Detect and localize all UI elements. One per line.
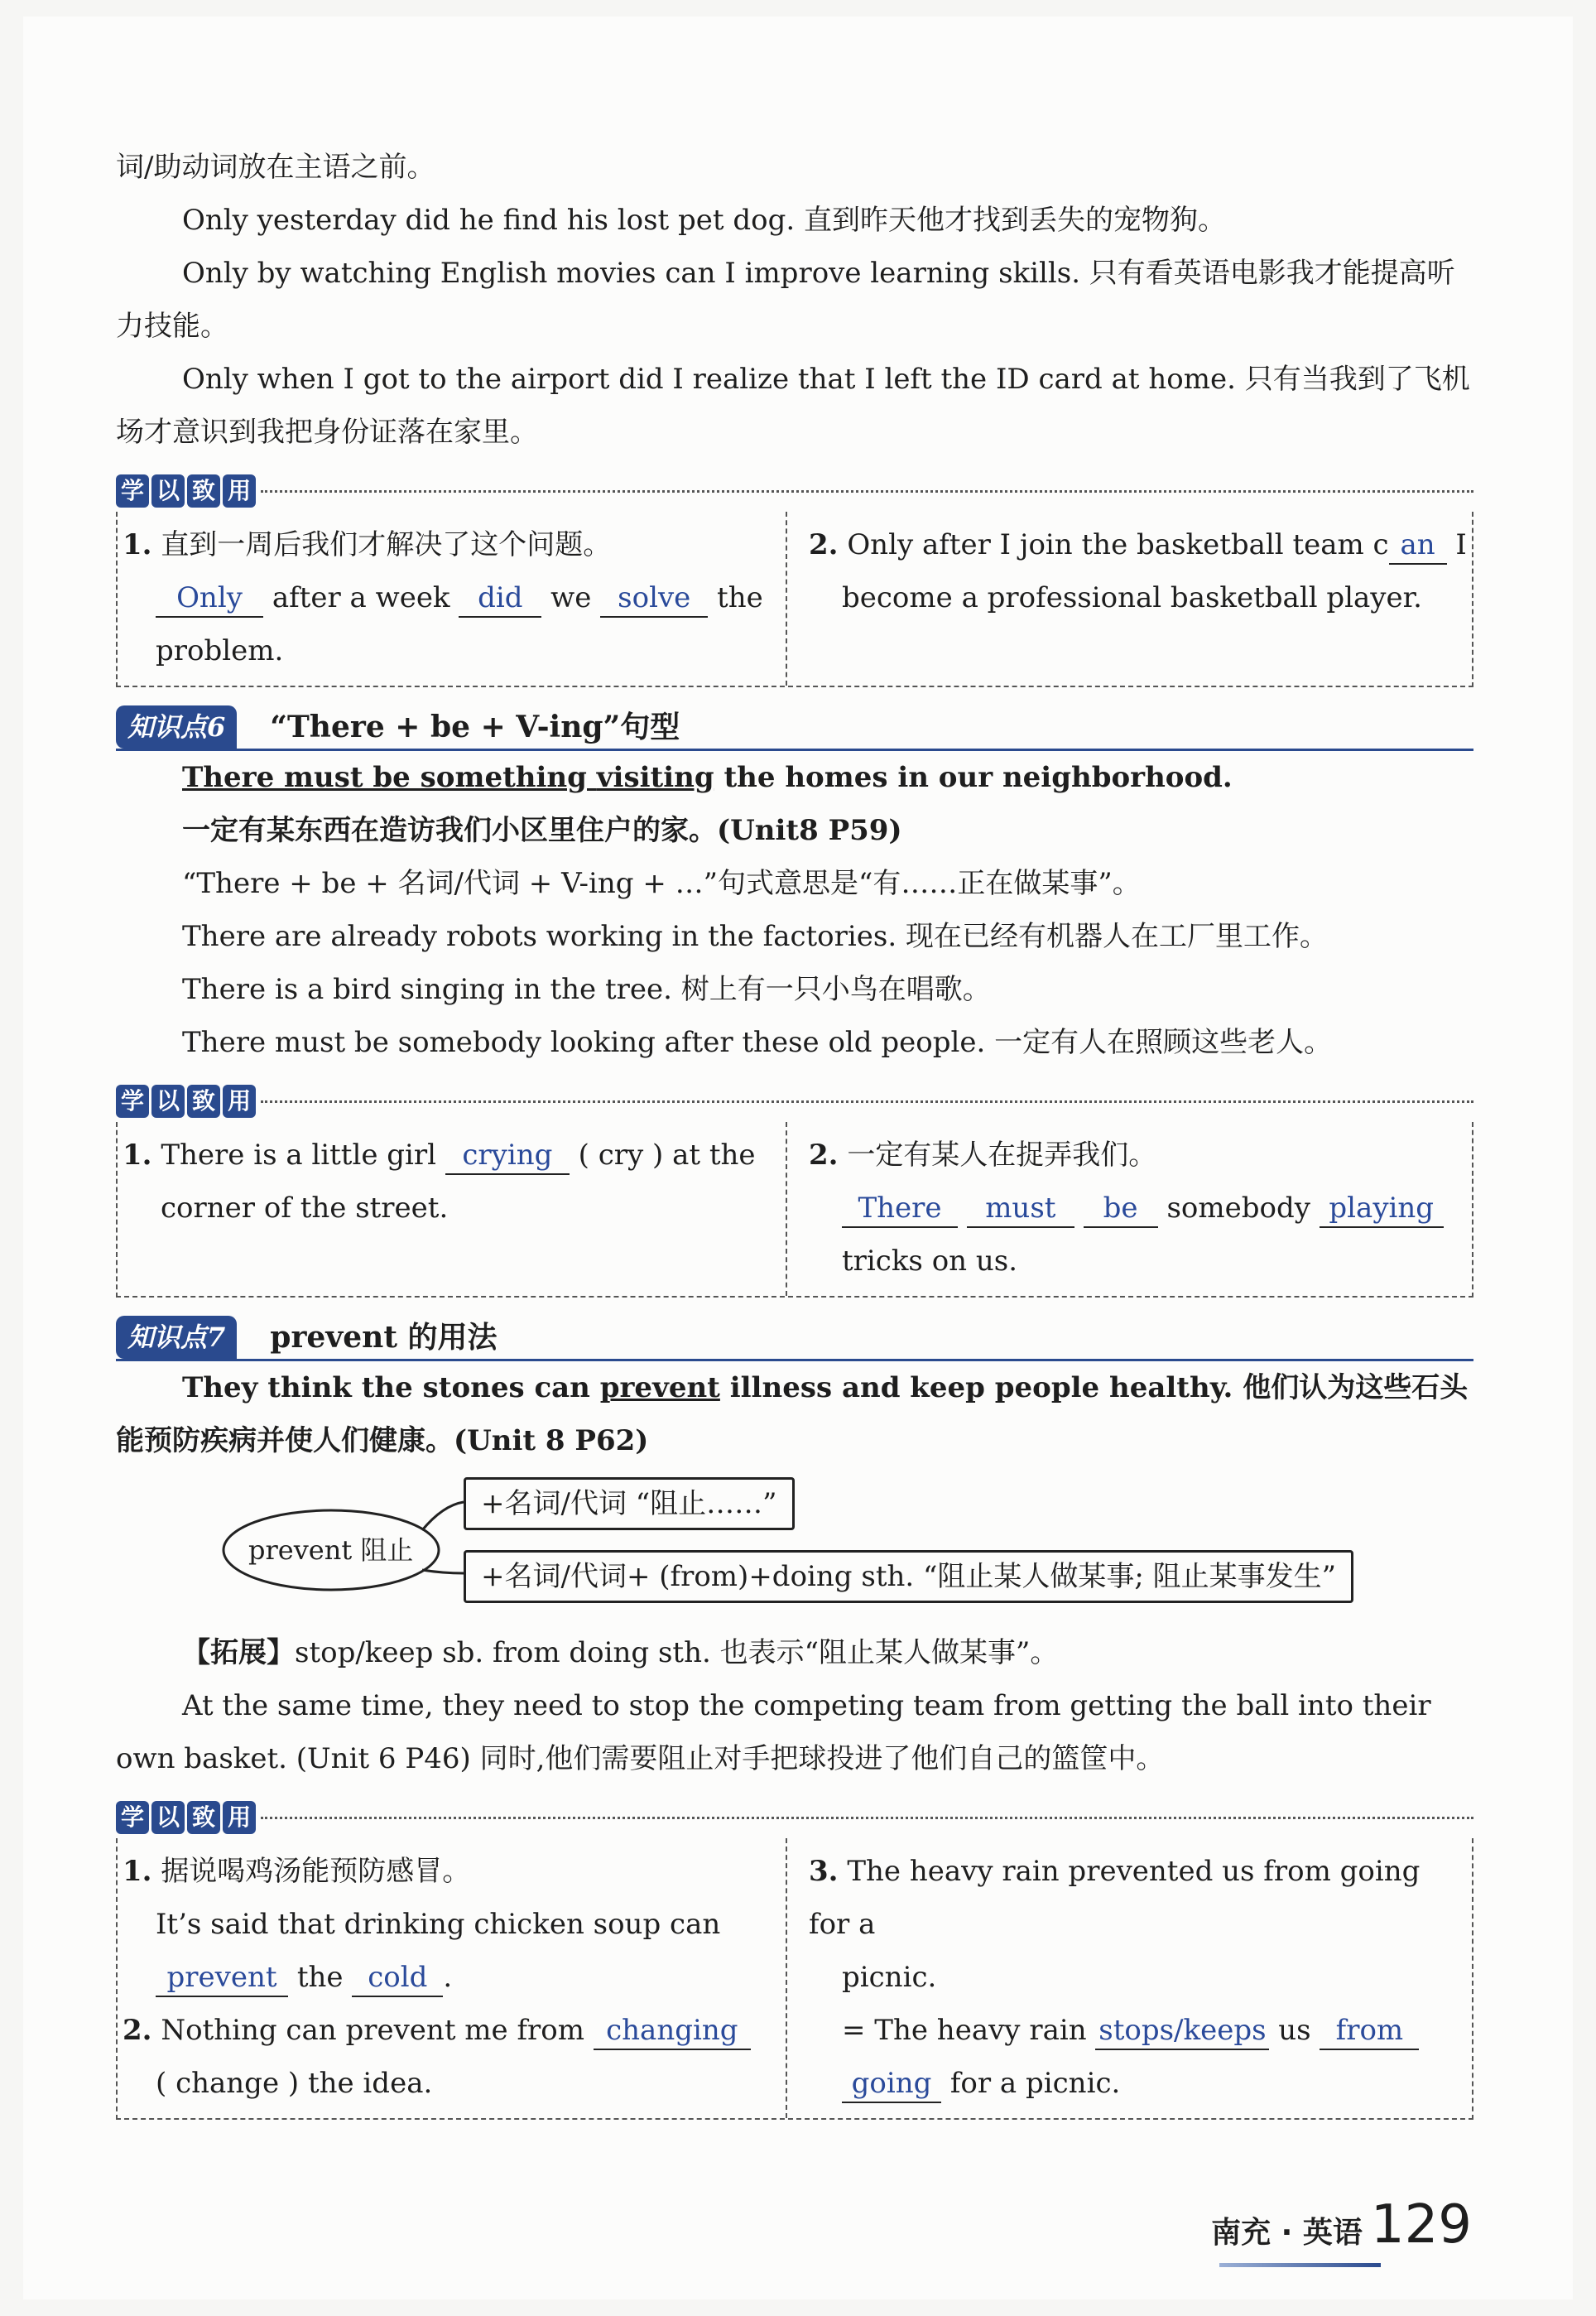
question-3 [786, 1838, 1472, 2118]
answer-blank[interactable]: an [1389, 527, 1447, 565]
page-number: 129 [1370, 2194, 1472, 2256]
practice-box-3 [116, 1797, 1473, 2120]
answer-blank[interactable]: from [1320, 2012, 1419, 2050]
answer-blank[interactable]: There [842, 1190, 958, 1228]
question-number: 1. [123, 1855, 152, 1888]
answer-blank[interactable]: must [967, 1190, 1074, 1228]
tag-char: 用 [223, 474, 256, 508]
question-text: become a professional basketball player. [842, 581, 1422, 614]
question-text: corner of the street. [161, 1192, 449, 1225]
question-1 [118, 1122, 786, 1296]
answer-blank[interactable]: did [459, 580, 541, 618]
section-title: “There + be + V-ing”句型 [270, 710, 680, 744]
example-sentence: There must be somebody looking after these old people. 一定有人在照顾这些老人。 [182, 1026, 1333, 1059]
question-text: tricks on us. [842, 1245, 1018, 1278]
question-text: It’s said that drinking chicken soup can [156, 1908, 721, 1941]
tag-char: 致 [187, 1801, 220, 1834]
answer-blank[interactable]: crying [445, 1137, 570, 1175]
answer-blank[interactable]: going [842, 2065, 941, 2103]
tag-char: 以 [151, 474, 185, 508]
question-text: The heavy rain prevented us from going for a [809, 1855, 1421, 1941]
practice-tag [116, 1801, 256, 1834]
content [116, 141, 1473, 2120]
question-number: 2. [809, 528, 839, 561]
tag-char: 以 [151, 1801, 185, 1834]
example-sentence: Only by watching English movies can I improve learning skills. 只有看英语电影我才能提高听力技能。 [116, 257, 1455, 343]
practice-tag [116, 474, 256, 508]
prevent-diagram [116, 1472, 1473, 1621]
tag-char: 用 [223, 1085, 256, 1118]
question-text: after a week [272, 581, 450, 614]
question-text: ( change ) the idea. [156, 2067, 433, 2100]
practice-box-1 [116, 470, 1473, 687]
footer-label: 南充 · 英语 [1211, 2216, 1363, 2250]
tag-char: 以 [151, 1085, 185, 1118]
question-text: the [717, 581, 763, 614]
question-number: 1. [123, 1139, 152, 1172]
dotted-rule [261, 490, 1473, 493]
diagram-center: prevent 阻止 [248, 1534, 414, 1566]
example-sentence: Only yesterday did he find his lost pet dog. 直到昨天他才找到丢失的宠物狗。 [182, 204, 1226, 237]
question-text: somebody [1166, 1192, 1310, 1225]
example-sentence: There are already robots working in the factories. 现在已经有机器人在工厂里工作。 [182, 920, 1328, 953]
question-text: we [550, 581, 592, 614]
question-text: 据说喝鸡汤能预防感冒。 [161, 1855, 471, 1888]
question-number: 1. [123, 528, 152, 561]
answer-blank[interactable]: be [1084, 1190, 1158, 1228]
question-text: the [296, 1961, 344, 1994]
answer-blank[interactable]: playing [1320, 1190, 1444, 1228]
intro-line: 词/助动词放在主语之前。 [116, 151, 435, 184]
question-text: for a picnic. [949, 2067, 1121, 2100]
question-2 [786, 1122, 1472, 1296]
question-2 [786, 512, 1472, 686]
section-title: prevent 的用法 [270, 1320, 498, 1355]
example-sentence: Only when I got to the airport did I realize that I left the ID card at home. 只有当我到了飞机场才意识到我把身份证落在家里。 [116, 363, 1470, 449]
key-sentence: They think the stones can prevent illness and keep people healthy. 他们认为这些石头能预防疾病并使人们健康。(Unit 8 P62) [116, 1371, 1469, 1457]
answer-blank[interactable]: cold [352, 1959, 443, 1997]
dotted-rule [261, 1100, 1473, 1103]
question-number: 2. [123, 2014, 152, 2047]
section-heading-6 [116, 699, 1473, 751]
section-heading-7 [116, 1309, 1473, 1361]
tag-char: 学 [116, 474, 149, 508]
question-text: I [1455, 528, 1467, 561]
question-text: 一定有某人在捉弄我们。 [847, 1139, 1157, 1172]
answer-blank[interactable]: prevent [156, 1959, 288, 1997]
question-text: picnic. [842, 1961, 937, 1994]
example-sentence: There is a bird singing in the tree. 树上有一只小鸟在唱歌。 [182, 973, 991, 1006]
section-badge: 知识点7 [116, 1316, 237, 1359]
tag-char: 学 [116, 1801, 149, 1834]
key-sentence: There must be something visiting the homes in our neighborhood. [182, 761, 1233, 794]
question-text: = The heavy rain [842, 2014, 1087, 2047]
question-text: There is a little girl [161, 1139, 437, 1172]
question-text: . [443, 1961, 453, 1994]
question-number: 3. [809, 1855, 839, 1888]
footer-rule [1219, 2263, 1381, 2267]
tag-char: 学 [116, 1085, 149, 1118]
answer-blank[interactable]: changing [594, 2012, 751, 2050]
tag-char: 用 [223, 1801, 256, 1834]
question-text: 直到一周后我们才解决了这个问题。 [161, 528, 612, 561]
practice-box-2 [116, 1081, 1473, 1298]
question-text: us [1278, 2014, 1311, 2047]
extension: 【拓展】stop/keep sb. from doing sth. 也表示“阻止某人做某事”。 [182, 1636, 1059, 1669]
question-1 [118, 512, 786, 686]
tag-char: 致 [187, 474, 220, 508]
section-badge: 知识点6 [116, 705, 237, 749]
question-text: ( cry ) at the [578, 1139, 756, 1172]
question-text: Only after I join the basketball team c [847, 528, 1389, 561]
example-sentence: At the same time, they need to stop the competing team from getting the ball into their own basket. (Unit 6 P46) 同时,他们需要阻止对手把球投进了他们自己的篮筐中。 [116, 1689, 1431, 1775]
answer-blank[interactable]: Only [156, 580, 263, 618]
explanation: “There + be + 名词/代词 + V-ing + …”句式意思是“有……正在做某事”。 [182, 867, 1141, 900]
dotted-rule [261, 1817, 1473, 1819]
question-number: 2. [809, 1139, 839, 1172]
diagram-box-noun: +名词/代词 “阻止……” [464, 1477, 795, 1530]
page-footer [1211, 2194, 1472, 2256]
diagram-box-doing: +名词/代词+ (from)+doing sth. “阻止某人做某事; 阻止某事发生” [464, 1550, 1353, 1603]
question-text: problem. [156, 634, 284, 667]
practice-tag [116, 1085, 256, 1118]
answer-blank[interactable]: solve [600, 580, 708, 618]
question-text: Nothing can prevent me from [161, 2014, 585, 2047]
key-translation: 一定有某东西在造访我们小区里住户的家。(Unit8 P59) [182, 814, 902, 847]
answer-blank[interactable]: stops/keeps [1095, 2012, 1269, 2050]
tag-char: 致 [187, 1085, 220, 1118]
questions-1-2 [118, 1838, 786, 2118]
